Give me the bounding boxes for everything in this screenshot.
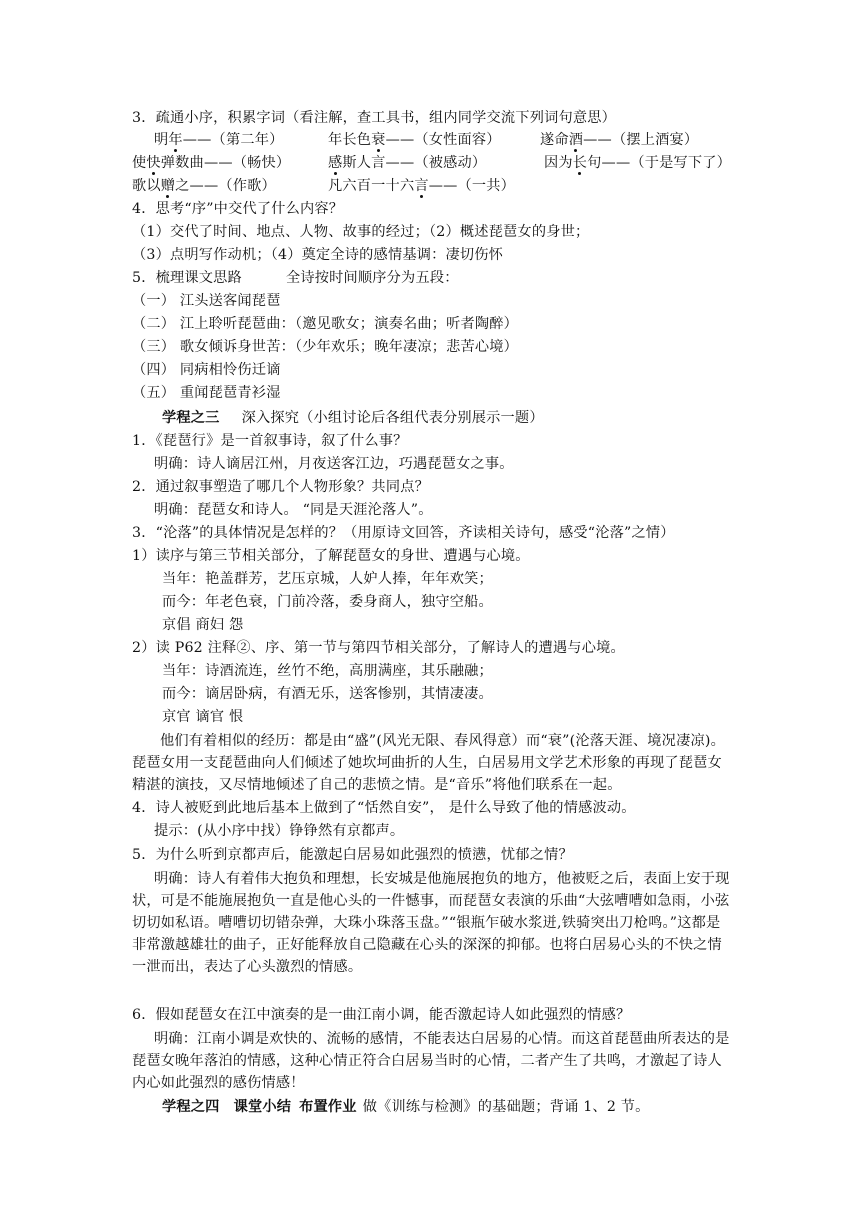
vocab-item: 感斯人言——（被感动） [328, 155, 487, 171]
then-line: 当年：艳盖群芳，艺压京城，人妒人捧，年年欢笑； [162, 571, 493, 587]
question-5: 5．为什么听到京都声后，能激起白居易如此强烈的愤懑，忧郁之情？ [132, 847, 573, 863]
answer-1: 明确：诗人谪居江州，月夜送客江边，巧遇琵琶女之事。 [154, 456, 514, 472]
section-5-heading: 5．梳理课文思路 全诗按时间顺序分为五段： [132, 270, 459, 286]
vocab-item: 遂命酒——（摆上酒宴） [540, 132, 699, 148]
outline-item: （三） 歌女倾诉身世苦：（少年欢乐；晚年凄凉；悲苦心境） [132, 339, 519, 355]
answer-6: 明确：江南小调是欢快的、流畅的感情，不能表达白居易的心情。而这首琵琶曲所表达的是琵琶女晚年落泊的情感，这种心情正符合白居易当时的心情，二者产生了共鸣，才激起了诗人内心如此强烈的感伤情感！ [132, 1031, 730, 1091]
answer-5: 明确：诗人有着伟大抱负和理想，长安城是他施展抱负的地方，他被贬之后，表面上安于现状，可是不能施展抱负一直是他心头的一件憾事，而琵琶女表演的乐曲“大弦嘈嘈如急雨，小弦切切如私语。嘈嘈切切错杂弹，大珠小珠落玉盘。”“银瓶乍破水浆迸,铁骑突出刀枪鸣。”这都是非常激越雄壮的曲子，正好能释放自己隐藏在心头的深深的抑郁。也将白居易心头的不快之情一泄而出，表达了心头激烈的情感。 [132, 871, 730, 975]
vocab-item: 使快弹数曲——（畅快） [132, 155, 291, 171]
section-4-heading: 4．思考“序”中交代了什么内容？ [132, 201, 344, 217]
now-line: 而今：谪居卧病，有酒无乐，送客惨别，其情凄凄。 [162, 686, 493, 702]
hint-4: 提示：(从小序中找）铮铮然有京都声。 [154, 823, 405, 839]
section-4-line: （3）点明写作动机；（4）奠定全诗的感情基调：凄切伤怀 [132, 247, 504, 263]
outline-item: （二） 江上聆听琵琶曲：（邀见歌女；演奏名曲；听者陶醉） [132, 316, 519, 332]
question-2: 2．通过叙事塑造了哪几个人物形象？共同点？ [132, 479, 429, 495]
vocab-item: 因为长句——（于是写下了） [544, 155, 732, 171]
question-3-part-1: 1）读序与第三节相关部分，了解琵琶女的身世、遭遇与心境。 [132, 548, 530, 564]
answer-2: 明确：琵琶女和诗人。 “同是天涯沦落人”。 [154, 502, 433, 518]
question-1: 1．《琵琶行》是一首叙事诗，叙了什么事？ [132, 433, 408, 449]
vocab-item: 凡六百一十六言——（一共） [328, 178, 516, 194]
outline-item: （四） 同病相怜伤迁谪 [132, 362, 281, 378]
question-3-part-2: 2）读 P62 注释②、序、第一节与第四节相关部分，了解诗人的遭遇与心境。 [132, 640, 625, 656]
stage-3-heading: 学程之三 深入探究（小组讨论后各组代表分别展示一题） [162, 410, 544, 426]
section-4-line: （1）交代了时间、地点、人物、故事的经过；（2）概述琵琶女的身世； [132, 224, 590, 240]
vocab-item: 明年——（第二年） [154, 132, 284, 148]
keywords-line: 京倡 商妇 怨 [162, 617, 244, 633]
keywords-line: 京官 谪官 恨 [162, 709, 244, 725]
then-line: 当年：诗酒流连，丝竹不绝，高朋满座，其乐融融； [162, 663, 493, 679]
summary-paragraph: 他们有着相似的经历：都是由“盛”(风光无限、春风得意）而“衰”(沦落天涯、境况凄凉)。琵琶女用一支琵琶曲向人们倾述了她坎坷曲折的人生，白居易用文学艺术形象的再现了琵琶女精湛的演技，又尽情地倾述了自己的悲愤之情。是“音乐”将他们联系在一起。 [132, 733, 725, 793]
outline-item: （五） 重闻琵琶青衫湿 [132, 385, 281, 401]
vocab-item: 歌以赠之——（作歌） [132, 178, 276, 194]
question-3: 3．“沦落”的具体情况是怎样的？（用原诗文回答，齐读相关诗句，感受“沦落”之情） [132, 525, 675, 541]
vocab-item: 年长色衰——（女性面容） [328, 132, 501, 148]
now-line: 而今：年老色衰，门前冷落，委身商人，独守空船。 [162, 594, 493, 610]
question-4: 4．诗人被贬到此地后基本上做到了“恬然自安”， 是什么导致了他的情感波动。 [132, 800, 636, 816]
outline-item: （一） 江头送客闻琵琶 [132, 293, 281, 309]
stage-4-heading: 学程之四 课堂小结 布置作业 做《训练与检测》的基础题；背诵 1、2 节。 [162, 1099, 650, 1115]
section-3-heading: 3．疏通小序，积累字词（看注解，查工具书，组内同学交流下列词句意思） [132, 110, 617, 126]
question-6: 6．假如琵琶女在江中演奏的是一曲江南小调，能否激起诗人如此强烈的情感？ [132, 1007, 631, 1023]
